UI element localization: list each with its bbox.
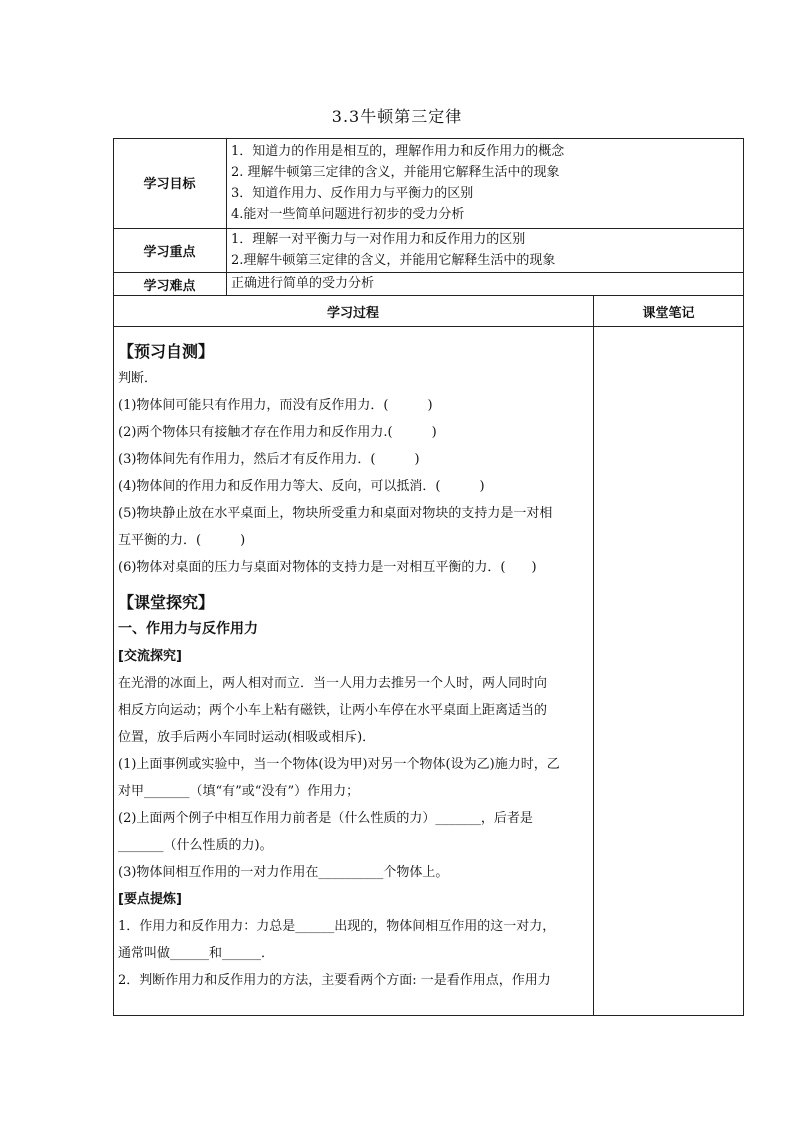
goal-item: 2. 理解牛顿第三定律的含义，并能用它解释生活中的现象 (231, 165, 560, 180)
key-point-item: 2.理解牛顿第三定律的含义，并能用它解释生活中的现象 (231, 253, 556, 268)
goals-content (231, 141, 564, 225)
notes-header: 课堂笔记 (642, 306, 695, 321)
summary-line: 2．判断作用力和反作用力的方法，主要看两个方面: 一是看作用点，作用力 (118, 973, 551, 988)
discuss-line: 在光滑的冰面上，两人相对而立．当一人用力去推另一个人时，两人同时向 (118, 676, 548, 691)
preview-heading: 【预习自测】 (118, 342, 215, 361)
judge-item: (1)物体间可能只有作用力，而没有反作用力．( ) (118, 398, 433, 413)
discuss-line: (2)上面两个例子中相互作用力前者是（什么性质的力）_______，后者是 (118, 811, 533, 826)
summary-line: 通常叫做______和______． (118, 946, 275, 961)
section1-heading: 一、作用力与反作用力 (118, 621, 258, 637)
explore-heading: 【课堂探究】 (118, 593, 215, 612)
key-point-item: 1．理解一对平衡力与一对作用力和反作用力的区别 (231, 232, 526, 247)
header-separator (113, 326, 744, 327)
judge-item: (2)两个物体只有接触才存在作用力和反作用力.( ) (118, 425, 437, 440)
summary-heading: [要点提炼] (118, 892, 182, 907)
row-separator (113, 272, 744, 273)
discuss-line: 位置，放手后两小车同时运动(相吸或相斥)． (118, 730, 376, 745)
summary-line: 1．作用力和反作用力：力总是______出现的，物体间相互作用的这一对力， (118, 919, 556, 934)
page-title: 3.3牛顿第三定律 (331, 107, 463, 126)
process-header: 学习过程 (326, 306, 379, 321)
judge-item: (3)物体间先有作用力，然后才有反作用力．( ) (118, 452, 420, 467)
judge-item: 互平衡的力．( ) (118, 533, 246, 548)
discuss-heading: [交流探究] (118, 649, 182, 664)
judge-item: (5)物块静止放在水平桌面上，物块所受重力和桌面对物块的支持力是一对相 (118, 506, 553, 521)
process-content (118, 338, 588, 994)
goal-item: 3．知道作用力、反作用力与平衡力的区别 (231, 186, 474, 201)
discuss-line: (1)上面事例或实验中，当一个物体(设为甲)对另一个物体(设为乙)施力时，乙 (118, 757, 560, 772)
judge-label: 判断． (118, 371, 158, 386)
goal-item: 1．知道力的作用是相互的，理解作用力和反作用力的概念 (231, 144, 565, 159)
discuss-line: 对甲_______（填“有”或“没有”）作用力； (118, 784, 360, 799)
judge-item: (6)物体对桌面的压力与桌面对物体的支持力是一对相互平衡的力．( ) (118, 560, 537, 575)
key-points-content (231, 229, 555, 271)
discuss-line: (3)物体间相互作用的一对力作用在__________个物体上。 (118, 865, 449, 880)
difficulty-content: 正确进行简单的受力分析 (231, 276, 375, 291)
goal-item: 4.能对一些简单问题进行初步的受力分析 (231, 207, 465, 222)
notes-column-divider (593, 296, 594, 1016)
discuss-line: _______（什么性质的力)。 (118, 838, 273, 853)
goals-label: 学习目标 (143, 177, 196, 192)
judge-item: (4)物体间的作用力和反作用力等大、反向，可以抵消．( ) (118, 479, 485, 494)
difficulty-label: 学习难点 (143, 279, 196, 294)
discuss-line: 相反方向运动；两个小车上粘有磁铁，让两小车停在水平桌面上距离适当的 (118, 703, 548, 718)
key-points-label: 学习重点 (143, 245, 196, 260)
